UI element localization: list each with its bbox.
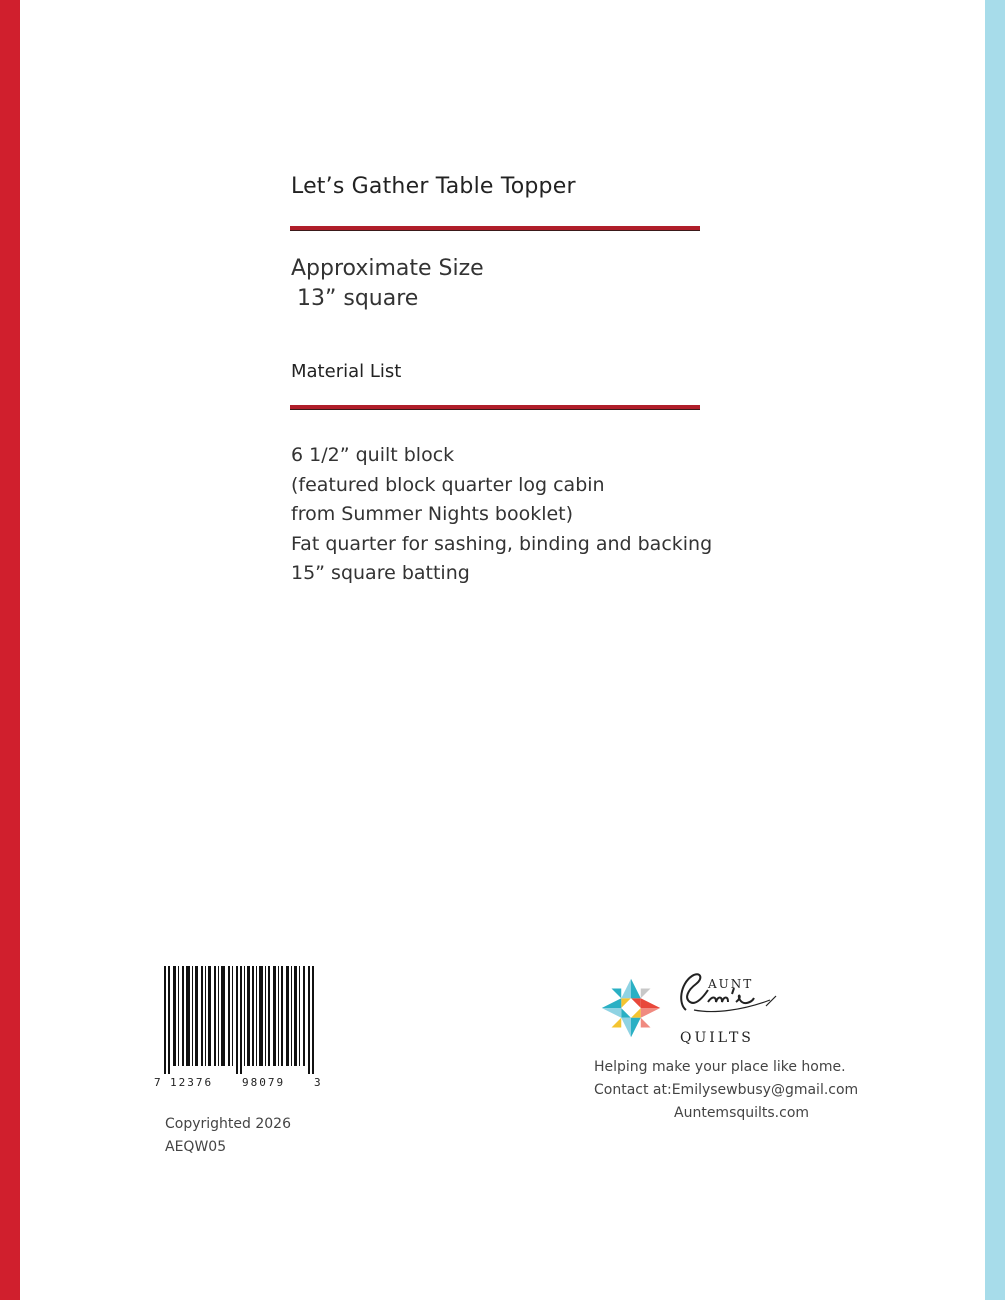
contact-email: Contact at:Emilysewbusy@gmail.com [594,1082,859,1098]
barcode-digit: 3 [314,1076,321,1089]
quilt-star-icon [592,969,670,1047]
logo-aunt-text: AUNT [708,977,754,991]
barcode-digit: 7 [154,1076,161,1089]
copyright-text: Copyrighted 2026 [165,1116,291,1132]
material-divider [290,405,700,410]
size-label: Approximate Size [291,256,484,281]
right-blue-stripe [985,0,1005,1300]
material-item: (featured block quarter log cabin [291,473,605,496]
title-divider [290,226,700,231]
tagline: Helping make your place like home. [594,1059,846,1075]
material-list-heading: Material List [291,361,402,382]
barcode-bars [164,966,314,1074]
material-item: 6 1/2” quilt block [291,444,455,466]
size-value: 13” square [297,286,419,311]
left-red-stripe [0,0,20,1300]
material-item: 15” square batting [291,562,470,584]
material-item: from Summer Nights booklet) [291,503,574,525]
website-link[interactable]: Auntemsquilts.com [674,1105,810,1121]
logo-quilts-text: QUILTS [680,1030,754,1046]
barcode-digits-right: 98079 [242,1076,286,1089]
script-logo-icon [674,966,786,1024]
material-list [291,441,712,589]
material-item: Fat quarter for sashing, binding and backing [291,532,713,555]
barcode-digits-left: 12376 [170,1076,214,1089]
product-code: AEQW05 [165,1139,227,1155]
pattern-title: Let’s Gather Table Topper [291,174,576,199]
upc-barcode [154,966,324,1096]
